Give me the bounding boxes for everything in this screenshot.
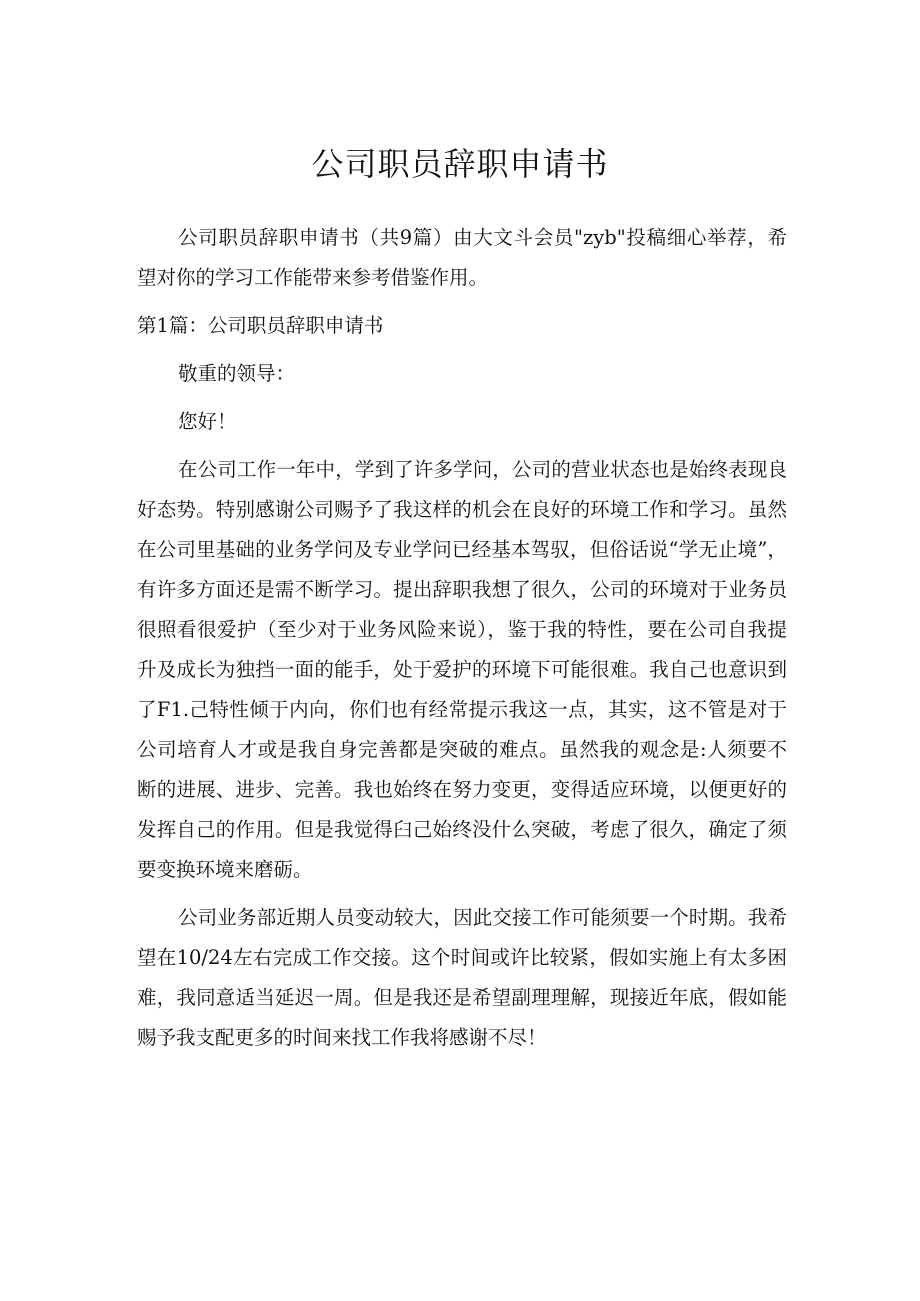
salutation: 敬重的领导：: [178, 362, 296, 385]
body-paragraph-2: 公司业务部近期人员变动较大，因此交接工作可能须要一个时期。我希望在10/24左右完成工作交接。这个时间或许比较紧，假如实施上有太多困难，我同意适当延迟一周。但是我还是希望副理理解，现接近年底，假如能赐予我支配更多的时间来找工作我将感谢不尽！: [137, 906, 787, 1049]
greeting: 您好！: [178, 410, 237, 433]
section-heading: 第1篇：公司职员辞职申请书: [137, 314, 384, 337]
body-paragraph-1: 在公司工作一年中，学到了许多学问，公司的营业状态也是始终表现良好态势。特别感谢公司赐予了我这样的机会在良好的环境工作和学习。虽然在公司里基础的业务学问及专业学问已经基本驾驭，但俗话说“学无止境”，有许多方面还是需不断学习。提出辞职我想了很久，公司的环境对于业务员很照看很爱护（至少对于业务风险来说），鉴于我的特性，要在公司自我提升及成长为独挡一面的能手，处于爱护的环境下可能很难。我自己也意识到了F1.己特性倾于内向，你们也有经常提示我这一点，其实，这不管是对于公司培育人才或是我自身完善都是突破的难点。虽然我的观念是:人须要不断的进展、进步、完善。我也始终在努力变更，变得适应环境，以便更好的发挥自己的作用。但是我觉得臼己始终没什么突破，考虑了很久，确定了须要变换环境来磨砺。: [137, 458, 787, 881]
intro-paragraph: 公司职员辞职申请书（共9篇）由大文斗会员"zyb"投稿细心举荐，希望对你的学习工作能带来参考借鉴作用。: [137, 226, 787, 289]
document-title: 公司职员辞职申请书: [311, 145, 609, 183]
document-body: [137, 218, 787, 1058]
